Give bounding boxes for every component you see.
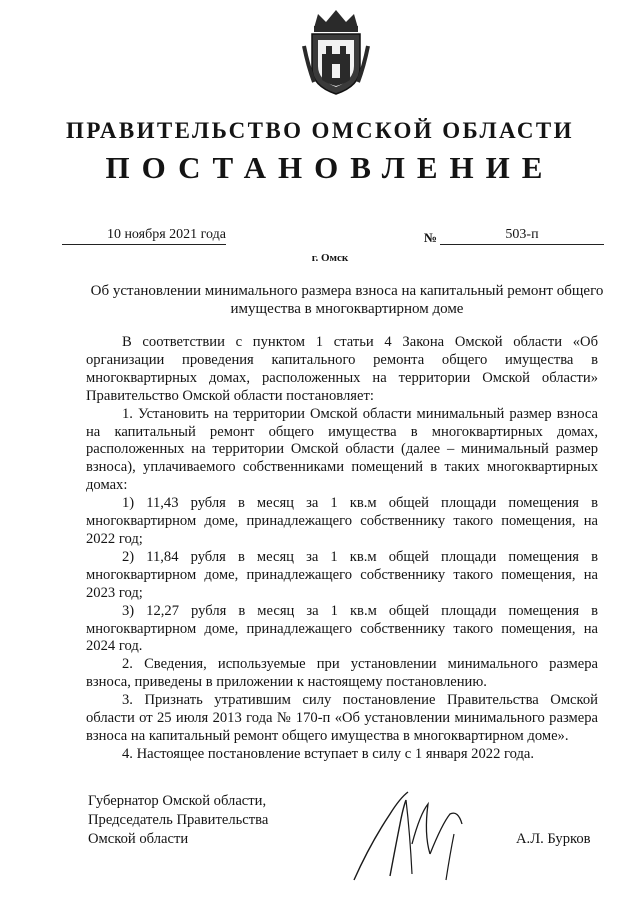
signatory-position-line: Омской области [88,831,189,847]
subclause-3-paragraph: 3) 12,27 рубля в месяц за 1 кв.м общей площади помещения в многоквартирном доме, принадлежащего собственнику такого помещения, на 2024 год. [86,602,598,655]
document-body [86,334,598,764]
document-number: 503-п [440,226,604,245]
subclause-2-paragraph: 2) 11,84 рубля в месяц за 1 кв.м общей площади помещения в многоквартирном доме, принадлежащего собственнику такого помещения, на 2023 год; [86,548,598,601]
clause-4-paragraph: 4. Настоящее постановление вступает в силу с 1 января 2022 года. [122,745,535,762]
signatory-position [88,792,268,849]
document-subject: Об установлении минимального размера взноса на капитальный ремонт общего имущества в многоквартирном доме [90,283,604,317]
signatory-position-line: Губернатор Омской области, [88,793,267,809]
document-date: 10 ноября 2021 года [62,226,226,245]
signatory-name: А.Л. Бурков [516,831,591,847]
handwritten-signature [350,784,480,884]
preamble-paragraph: В соответствии с пунктом 1 статьи 4 Закона Омской области «Об организации проведения капитального ремонта общего имущества в многоквартирных домах, расположенных на территории Омской области» Правительство Омской области постановляет: [86,334,598,404]
clause-1-paragraph: 1. Установить на территории Омской области минимальный размер взноса на капитальный ремонт общего имущества в многоквартирных домах, расположенных на территории Омской области (далее – минимальный размер взноса), уплачиваемого собственниками помещений в таких многоквартирных домах: [86,405,598,494]
clause-2-paragraph: 2. Сведения, используемые при установлении минимального размера взноса, приведены в приложении к настоящему постановлению. [86,656,598,691]
signatory-position-line: Председатель Правительства [88,812,269,828]
number-sign: № [424,230,438,245]
clause-3-paragraph: 3. Признать утратившим силу постановление Правительства Омской области от 25 июля 2013 года № 170-п «Об установлении минимального размера взноса на капитальный ремонт общего имущества в многоквартирном доме». [86,692,598,744]
coat-of-arms-icon [300,6,372,96]
document-type-title: ПОСТАНОВЛЕНИЕ [105,150,555,185]
government-title: ПРАВИТЕЛЬСТВО ОМСКОЙ ОБЛАСТИ [66,118,574,143]
subclause-1-paragraph: 1) 11,43 рубля в месяц за 1 кв.м общей площади помещения в многоквартирном доме, принадлежащего собственнику такого помещения, на 2022 год; [86,495,598,547]
city-label: г. Омск [311,252,349,264]
